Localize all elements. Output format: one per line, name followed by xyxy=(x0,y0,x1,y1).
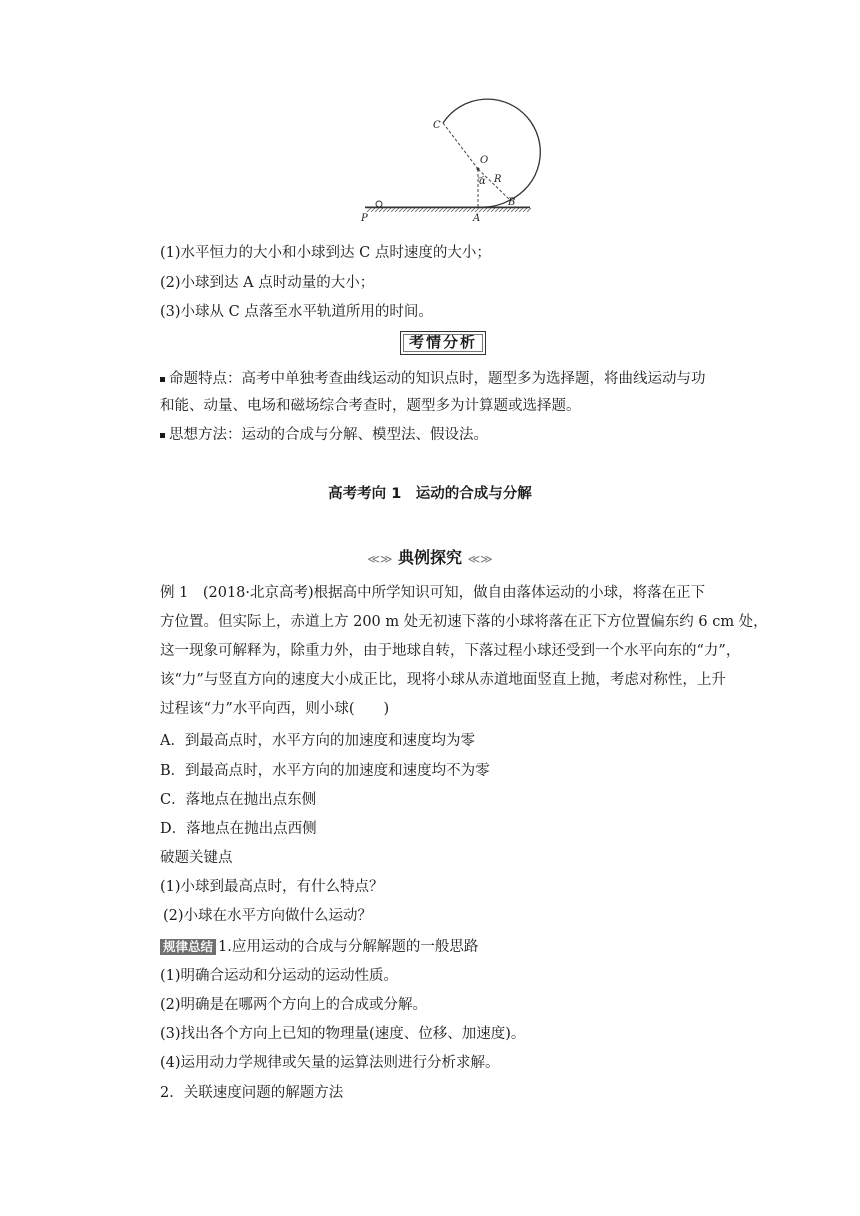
ball xyxy=(376,201,382,207)
question-item: (3)小球从 C 点落至水平轨道所用的时间。 xyxy=(160,304,433,320)
analysis-feature-cont: 和能、动量、电场和磁场综合考查时，题型多为计算题或选择题。 xyxy=(160,398,581,414)
label-o: O xyxy=(480,155,489,166)
key-point: (1)小球到最高点时，有什么特点？ xyxy=(160,879,384,895)
question-item: (1)水平恒力的大小和小球到达 C 点时速度的大小； xyxy=(160,245,491,261)
analysis-feature: 命题特点：高考中单独考查曲线运动的知识点时，题型多为选择题，将曲线运动与功 xyxy=(160,369,706,389)
center-point xyxy=(477,168,480,171)
bullet-square-icon xyxy=(160,377,165,382)
label-c: C xyxy=(433,120,441,131)
key-title: 破题关键点 xyxy=(160,850,233,866)
bullet-square-icon xyxy=(160,433,165,438)
example-text: 例 1 (2018·北京高考)根据高中所学知识可知，做自由落体运动的小球，将落在正下 xyxy=(160,585,706,601)
example-text: 过程该“力”水平向西，则小球( ) xyxy=(160,701,390,717)
summary-step: (2)明确是在哪两个方向上的合成或分解。 xyxy=(160,997,428,1013)
summary-step: (3)找出各个方向上已知的物理量(速度、位移、加速度)。 xyxy=(160,1026,526,1042)
track-figure xyxy=(0,0,860,240)
ground-track xyxy=(365,207,530,208)
key-point: (2)小球在水平方向做什么运动？ xyxy=(163,908,373,924)
label-r: R xyxy=(494,174,502,185)
example-banner: ≪≫ 典例探究 ≪≫ xyxy=(367,548,493,567)
label-alpha: α xyxy=(479,176,486,187)
radius-oc xyxy=(443,123,478,169)
summary-heading: 规律总结 1.应用运动的合成与分解解题的一般思路 xyxy=(160,937,478,957)
banner-deco-right-icon: ≪≫ xyxy=(467,552,493,566)
section-heading: 高考考向 1 运动的合成与分解 xyxy=(328,486,532,502)
option-a: A．到最高点时，水平方向的加速度和速度均为零 xyxy=(160,733,475,749)
label-a: A xyxy=(473,213,481,224)
analysis-method: 思想方法：运动的合成与分解、模型法、假设法。 xyxy=(160,425,488,445)
option-c: C．落地点在抛出点东侧 xyxy=(160,792,317,808)
label-b: B xyxy=(508,197,516,208)
summary-step: (1)明确合运动和分运动的运动性质。 xyxy=(160,968,399,984)
option-d: D．落地点在抛出点西侧 xyxy=(160,821,317,837)
example-text: 该“力”与竖直方向的速度大小成正比，现将小球从赤道地面竖直上抛，考虑对称性，上升 xyxy=(160,672,726,688)
example-text: 这一现象可解释为，除重力外，由于地球自转，下落过程小球还受到一个水平向东的“力”， xyxy=(160,643,741,659)
circular-track xyxy=(443,99,540,200)
summary-step: (4)运用动力学规律或矢量的运算法则进行分析求解。 xyxy=(160,1055,500,1071)
option-b: B．到最高点时，水平方向的加速度和速度均不为零 xyxy=(160,763,490,779)
example-text: 方位置。但实际上，赤道上方 200 m 处无初速下落的小球将落在正下方位置偏东约 6 cm 处， xyxy=(160,614,768,630)
summary-tag: 规律总结 xyxy=(160,939,216,955)
label-p: P xyxy=(361,213,368,224)
banner-deco-left-icon: ≪≫ xyxy=(367,552,393,566)
summary-next: 2．关联速度问题的解题方法 xyxy=(160,1085,344,1101)
question-item: (2)小球到达 A 点时动量的大小； xyxy=(160,275,375,291)
analysis-title-box: 考情分析 xyxy=(400,331,486,355)
